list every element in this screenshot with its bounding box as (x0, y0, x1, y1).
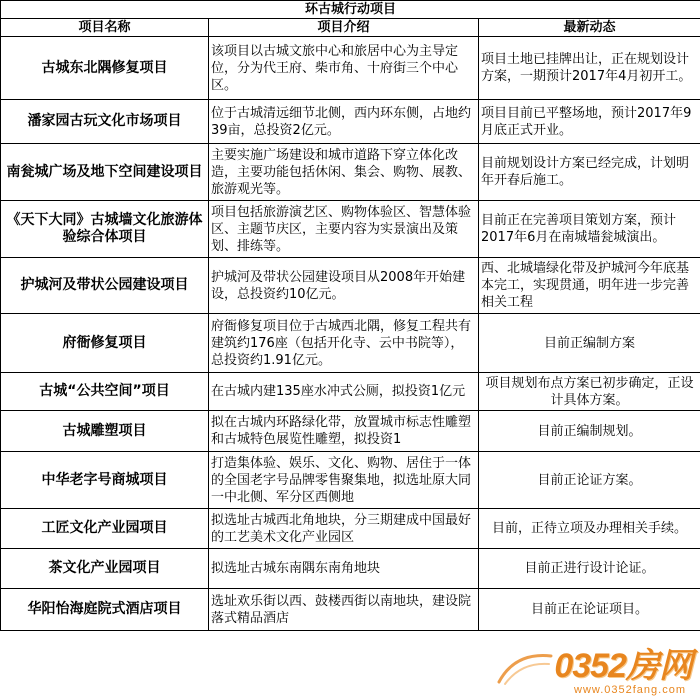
project-status: 目前正进行设计论证。 (479, 549, 700, 589)
project-status: 目前正在论证项目。 (479, 589, 700, 631)
table-row (1, 509, 700, 549)
project-intro: 选址欢乐街以西、鼓楼西街以南地块，建设院落式精品酒店 (209, 589, 479, 631)
table-row (1, 37, 700, 100)
column-header-status: 最新动态 (479, 19, 700, 37)
table-row (1, 201, 700, 258)
project-status: 目前，正待立项及办理相关手续。 (479, 509, 700, 549)
project-name: 华阳怡海庭院式酒店项目 (1, 589, 209, 631)
site-watermark (489, 634, 694, 696)
table-row (1, 314, 700, 373)
table-title-row (1, 1, 700, 19)
project-status: 目前正论证方案。 (479, 452, 700, 509)
table-row (1, 589, 700, 631)
project-intro: 在古城内建135座水冲式公厕，拟投资1亿元 (209, 373, 479, 411)
project-intro: 拟选址古城西北角地块，分三期建成中国最好的工艺美术文化产业园区 (209, 509, 479, 549)
project-status: 目前正编制规划。 (479, 411, 700, 452)
project-intro: 位于古城清远细节北侧，西内环东侧，占地约39亩，总投资2亿元。 (209, 100, 479, 144)
project-status: 目前规划设计方案已经完成，计划明年开春后施工。 (479, 144, 700, 201)
project-intro: 拟选址古城东南隅东南角地块 (209, 549, 479, 589)
table-row (1, 373, 700, 411)
project-name: 潘家园古玩文化市场项目 (1, 100, 209, 144)
table-row (1, 258, 700, 314)
table-row (1, 100, 700, 144)
project-status: 目前正在完善项目策划方案，预计2017年6月在南城墙瓮城演出。 (479, 201, 700, 258)
table-row (1, 549, 700, 589)
project-name: 中华老字号商城项目 (1, 452, 209, 509)
project-intro: 护城河及带状公园建设项目从2008年开始建设，总投资约10亿元。 (209, 258, 479, 314)
project-status: 西、北城墙绿化带及护城河今年底基本完工，实现贯通，明年进一步完善相关工程 (479, 258, 700, 314)
watermark-url: www.0352fang.com (574, 684, 686, 696)
project-status: 目前正编制方案 (479, 314, 700, 373)
project-intro: 打造集体验、娱乐、文化、购物、居住于一体的全国老字号品牌零售聚集地，拟选址原大同一中北侧、军分区西侧地 (209, 452, 479, 509)
project-name: 护城河及带状公园建设项目 (1, 258, 209, 314)
project-intro: 府衙修复项目位于古城西北隅，修复工程共有建筑约176座（包括开化寺、云中书院等），总投资约1.91亿元。 (209, 314, 479, 373)
project-name: 府衙修复项目 (1, 314, 209, 373)
table-title: 环古城行动项目 (1, 1, 700, 19)
table-row (1, 144, 700, 201)
project-name: 古城“公共空间”项目 (1, 373, 209, 411)
table-row (1, 411, 700, 452)
project-intro: 拟在古城内环路绿化带，放置城市标志性雕塑和古城特色展览性雕塑，拟投资1 (209, 411, 479, 452)
project-name: 古城雕塑项目 (1, 411, 209, 452)
project-status: 项目规划布点方案已初步确定，正设计具体方案。 (479, 373, 700, 411)
project-name: 茶文化产业园项目 (1, 549, 209, 589)
project-name: 工匠文化产业园项目 (1, 509, 209, 549)
project-name: 南瓮城广场及地下空间建设项目 (1, 144, 209, 201)
table-row (1, 452, 700, 509)
project-status: 项目土地已挂牌出让，正在规划设计方案，一期预计2017年4月初开工。 (479, 37, 700, 100)
project-intro: 该项目以古城文旅中心和旅居中心为主导定位，分为代王府、柴市角、十府街三个中心区。 (209, 37, 479, 100)
column-header-intro: 项目介绍 (209, 19, 479, 37)
project-name: 《天下大同》古城墙文化旅游体验综合体项目 (1, 201, 209, 258)
project-name: 古城东北隅修复项目 (1, 37, 209, 100)
table-header-row (1, 19, 700, 37)
watermark-brand: 0352房网 (554, 647, 692, 685)
project-intro: 主要实施广场建设和城市道路下穿立体化改造，主要功能包括休闲、集会、购物、展教、旅游观光等。 (209, 144, 479, 201)
project-intro: 项目包括旅游演艺区、购物体验区、智慧体验区、主题节庆区，主要内容为实景演出及策划、排练等。 (209, 201, 479, 258)
column-header-name: 项目名称 (1, 19, 209, 37)
project-status: 项目目前已平整场地，预计2017年9月底正式开业。 (479, 100, 700, 144)
swoosh-logo-icon (495, 648, 555, 688)
